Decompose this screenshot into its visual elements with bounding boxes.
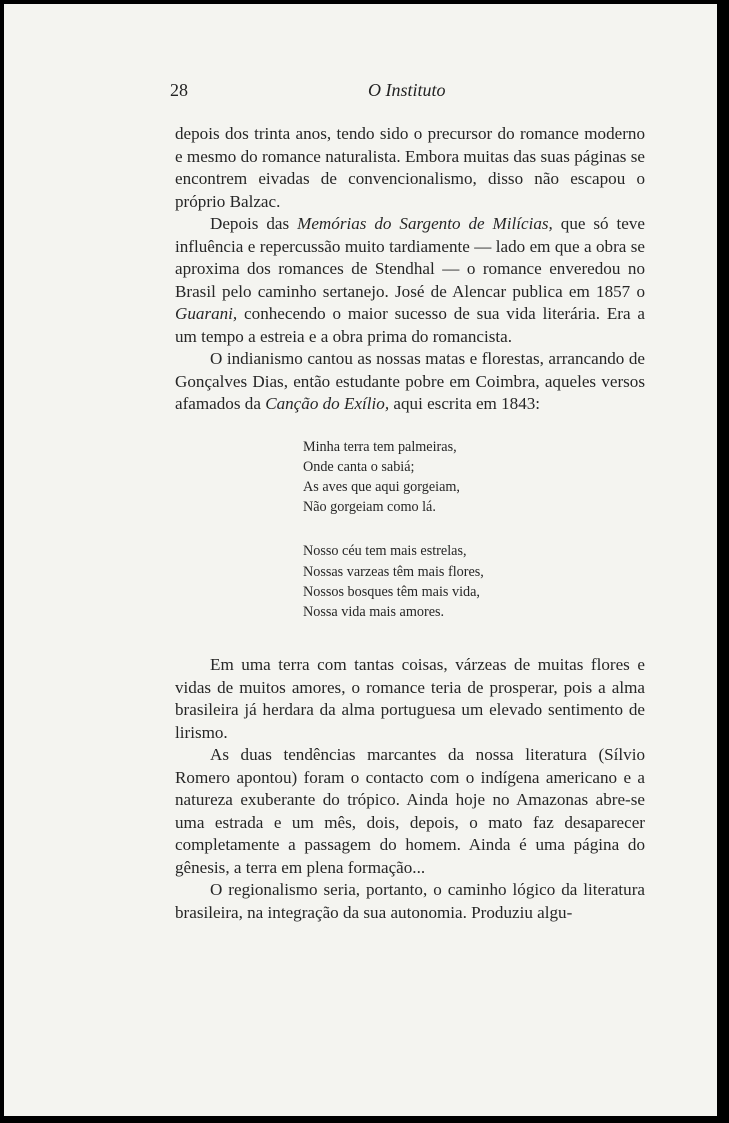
poem-verse: Nossos bosques têm mais vida, xyxy=(303,583,480,600)
poem-verse: Não gorgeiam como lá. xyxy=(303,499,436,516)
book-title-memorias: Memórias do Sargento de Milícias, xyxy=(297,214,553,233)
poem-stanza-1 xyxy=(175,437,645,518)
paragraph-2-text-b: que só teve influência e repercussão muito tardiamente — lado em que a obra se aproxima dos romances de Stendhal — o romance enveredou no Brasil pelo caminho sertanejo. José de Alencar publica em 1857 o xyxy=(175,214,646,301)
paragraph-6: O regionalismo seria, portanto, o caminho lógico da literatura brasileira, na integração da sua autonomia. Produziu algu- xyxy=(175,880,645,922)
paragraph-3-text-b: aqui escrita em 1843: xyxy=(389,394,541,413)
running-title: O Instituto xyxy=(368,80,446,100)
body-text xyxy=(175,123,645,924)
page-number: 28 xyxy=(170,80,188,100)
poem-verse: Nossa vida mais amores. xyxy=(303,603,445,620)
paragraph-3 xyxy=(175,348,645,416)
poem-title-cancao-do-exilio: Canção do Exílio, xyxy=(265,394,390,413)
poem-verse: As aves que aqui gorgeiam, xyxy=(303,478,460,495)
scanned-page xyxy=(4,4,717,1116)
book-title-guarani: Guarani, xyxy=(175,304,238,323)
paragraph-1: depois dos trinta anos, tendo sido o precursor do romance moderno e mesmo do romance naturalista. Embora muitas das suas páginas se encontrem eivadas de convencionalismo, disso não escapou o próprio Balzac. xyxy=(175,124,645,211)
poem-stanza-2 xyxy=(175,541,645,622)
poem-verse: Nosso céu tem mais estrelas, xyxy=(303,543,467,560)
paragraph-2 xyxy=(175,213,645,348)
paragraph-2-text-c: conhecendo o maior sucesso de sua vida literária. Era a um tempo a estreia e a obra prima do romancista. xyxy=(175,304,645,346)
poem-verse: Nossas varzeas têm mais flores, xyxy=(303,563,484,580)
paragraph-2-text-a: Depois das xyxy=(210,214,298,233)
poem-verse: Onde canta o sabiá; xyxy=(303,458,415,475)
poem-verse: Minha terra tem palmeiras, xyxy=(303,438,457,455)
paragraph-5: As duas tendências marcantes da nossa literatura (Sílvio Romero apontou) foram o contacto com o indígena americano e a natureza exuberante do trópico. Ainda hoje no Amazonas abre-se uma estrada e um mês, dois, depois, o mato faz desaparecer completamente a passagem do homem. Ainda é uma página do gênesis, a terra em plena formação... xyxy=(175,745,645,877)
poem-quote xyxy=(175,437,645,623)
paragraph-4: Em uma terra com tantas coisas, várzeas de muitas flores e vidas de muitos amores, o romance teria de prosperar, pois a alma brasileira já herdara da alma portuguesa um elevado sentimento de lirismo. xyxy=(175,655,645,742)
paragraph-3-text-a: O indianismo cantou as nossas matas e florestas, arrancando de Gonçalves Dias, então estudante pobre em Coimbra, aqueles versos afamados da xyxy=(175,349,645,413)
